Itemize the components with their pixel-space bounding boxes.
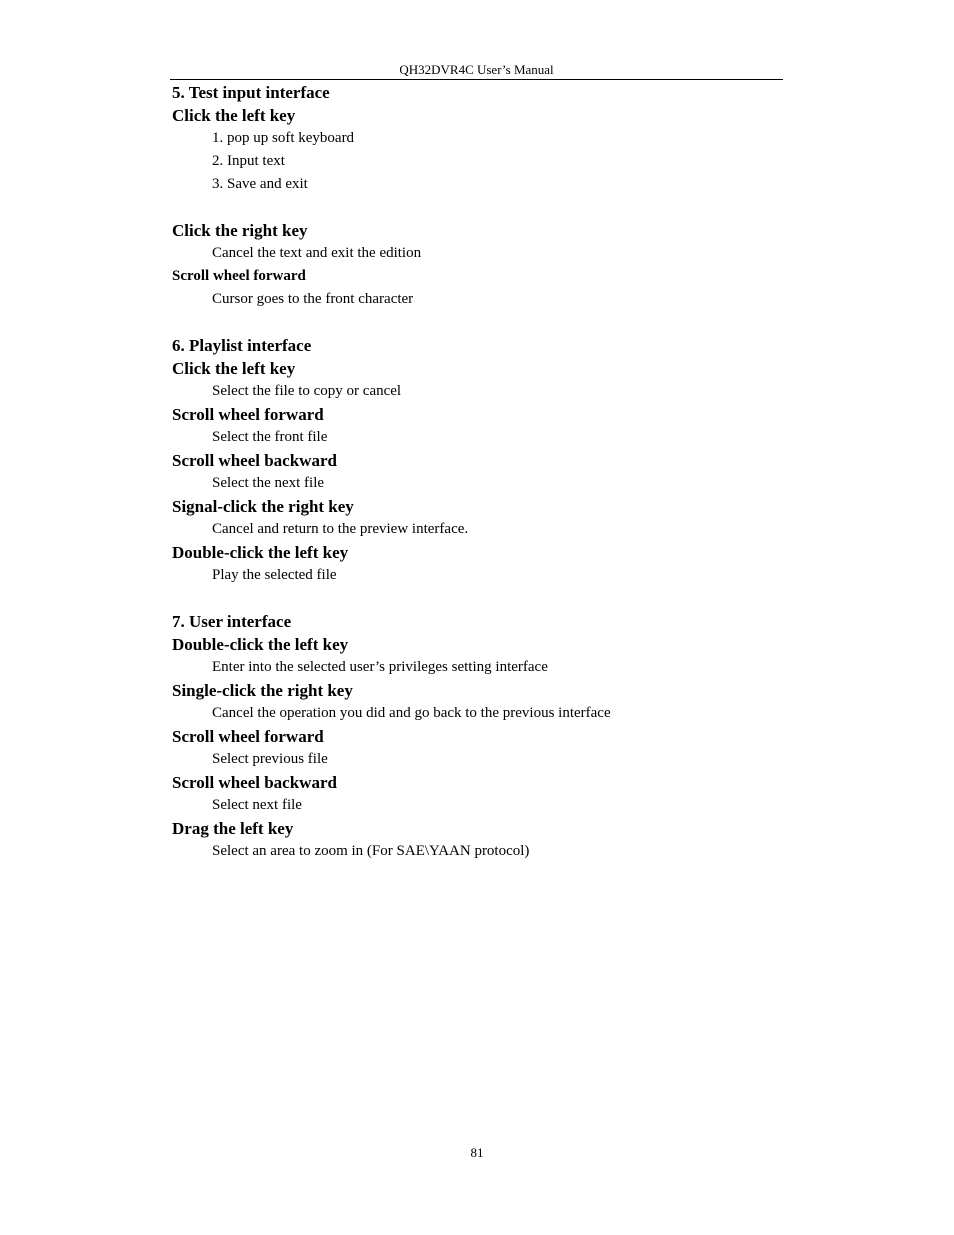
action-description: Select next file (212, 797, 302, 813)
key-action-title: Double-click the left key (172, 635, 349, 654)
key-action-title: Scroll wheel forward (172, 405, 324, 424)
key-action-title: Double-click the left key (172, 543, 349, 562)
section-title: 6. Playlist interface (172, 336, 312, 355)
document-body (172, 81, 782, 863)
action-description: Select the file to copy or cancel (212, 383, 402, 399)
action-description: Select previous file (212, 751, 328, 767)
section-title: 7. User interface (172, 612, 292, 631)
key-action-title: Click the left key (172, 359, 296, 378)
section-title: 5. Test input interface (172, 83, 330, 102)
action-description: Cancel the operation you did and go back to the previous interface (212, 705, 611, 721)
key-action-title: Click the right key (172, 221, 308, 240)
page-number: 81 (470, 1145, 484, 1160)
action-description: 3. Save and exit (212, 176, 308, 192)
action-description: Cancel and return to the preview interface. (212, 521, 469, 537)
spacer (172, 311, 782, 334)
manual-title: QH32DVR4C User’s Manual (399, 62, 554, 77)
page-header (170, 61, 783, 80)
action-description: Cursor goes to the front character (212, 291, 414, 307)
page-footer (0, 1144, 954, 1162)
action-description: Select an area to zoom in (For SAE\YAAN protocol) (212, 843, 530, 859)
key-action-title: Scroll wheel backward (172, 773, 337, 792)
action-description: Enter into the selected user’s privileges setting interface (212, 659, 548, 675)
key-action-title: Signal-click the right key (172, 497, 354, 516)
key-action-title: Scroll wheel backward (172, 451, 337, 470)
key-action-title: Single-click the right key (172, 681, 353, 700)
key-action-title: Scroll wheel forward (172, 727, 324, 746)
spacer (172, 196, 782, 219)
key-action-title: Scroll wheel forward (172, 268, 306, 284)
action-description: 2. Input text (212, 153, 285, 169)
key-action-title: Click the left key (172, 106, 296, 125)
action-description: 1. pop up soft keyboard (212, 130, 355, 146)
spacer (172, 587, 782, 610)
action-description: Select the next file (212, 475, 325, 491)
key-action-title: Drag the left key (172, 819, 294, 838)
action-description: Select the front file (212, 429, 328, 445)
action-description: Play the selected file (212, 567, 337, 583)
action-description: Cancel the text and exit the edition (212, 245, 422, 261)
